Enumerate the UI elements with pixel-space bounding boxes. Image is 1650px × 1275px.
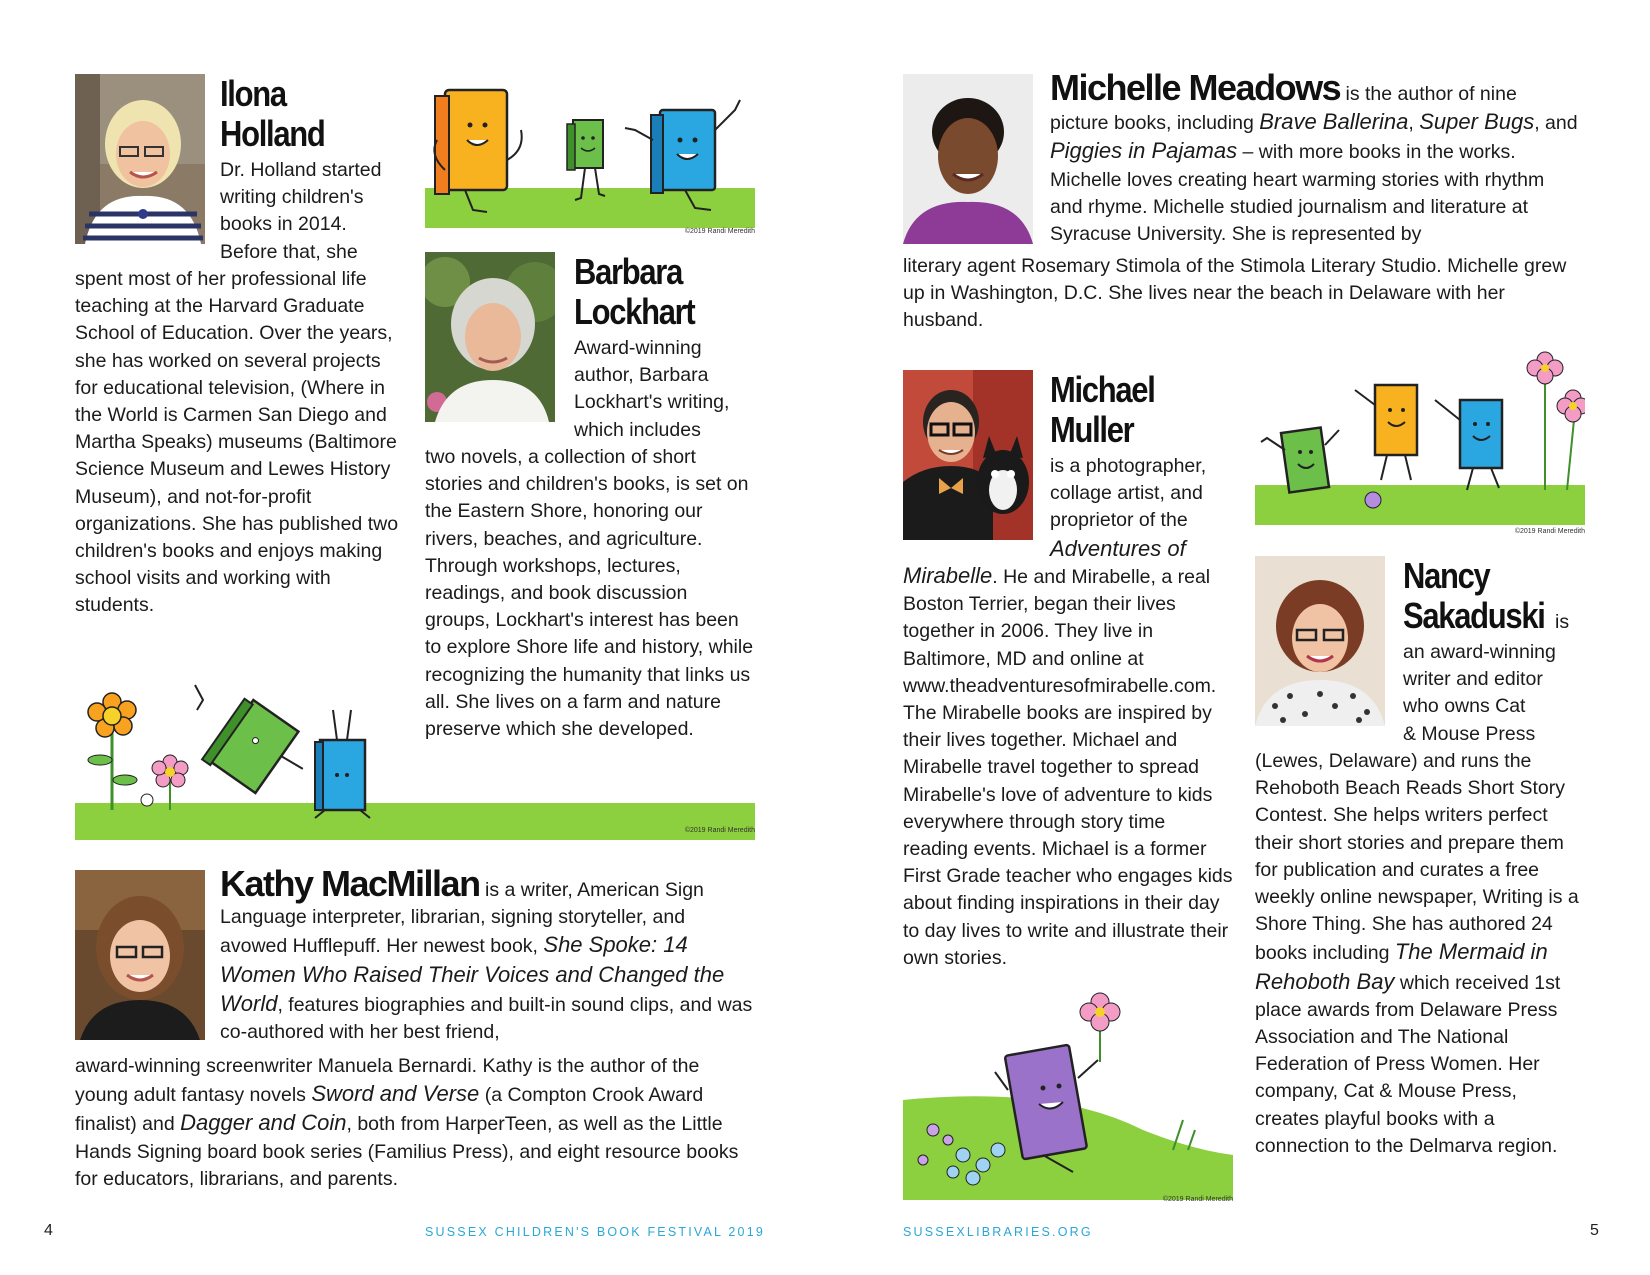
bio-nancy-sakaduski-side: an award-winning writer and editor who owns Cat & Mouse Press bbox=[1403, 641, 1556, 745]
book-title: Super Bugs bbox=[1419, 109, 1535, 135]
tumbling-green-book-character bbox=[202, 695, 319, 809]
bio-kathy-macmillan: Kathy MacMillan is a writer, American Sign Language interpreter, librarian, signing storyteller, and avowed Hufflepuff. Her newest book, She Spoke: 14 Women Who Raised Their Voices and Changed the World, features biographies and built-in sound clips, and was co-authored with her best friend, bbox=[220, 863, 753, 1044]
flower-orange bbox=[88, 693, 137, 810]
photo-barbara-lockhart bbox=[425, 252, 555, 422]
orange-book-character bbox=[1355, 385, 1417, 480]
illustration-books-flowers bbox=[1255, 350, 1585, 540]
bio-ilona-holland-side: Dr. Holland started writing children's books in 2014. Before that, she bbox=[220, 159, 382, 263]
illustration-flowers-books bbox=[75, 670, 755, 845]
book-title: Sword and Verse bbox=[311, 1081, 480, 1107]
bio-kathy-macmillan-cont: award-winning screenwriter Manuela Bernardi. Kathy is the author of the young adult fantasy novels Sword and Verse (a Compton Crook Award finalist) and Dagger and Coin, both from HarperTeen, as well as the Little Hands Signing board book series (Familius Press), and eight resource books for educators, librarians, and parents. bbox=[75, 1055, 739, 1190]
flower-pink bbox=[141, 755, 188, 810]
name-last: Sakaduski bbox=[1403, 595, 1545, 636]
upside-down-blue-book-character bbox=[315, 710, 370, 818]
footer-festival: SUSSEX CHILDREN'S BOOK FESTIVAL 2019 bbox=[425, 1225, 766, 1239]
illustration-dancing-books bbox=[425, 70, 755, 235]
book-title: The Mermaid in Rehoboth Bay bbox=[1255, 939, 1548, 994]
illustration-credit: ©2019 Randi Meredith bbox=[1514, 528, 1585, 535]
photo-michelle-meadows bbox=[903, 74, 1033, 244]
bio-michelle-meadows: Michelle Meadows is the author of nine picture books, including Brave Ballerina, Super Bugs, and Piggies in Pajamas – with more books in the works. Michelle loves creating heart warming stories with rhythm and rhyme. Michelle studied journalism and literature at Syracuse University. She is represented by bbox=[1050, 67, 1578, 246]
name-barbara-lockhart bbox=[574, 252, 714, 332]
book-title: Brave Ballerina bbox=[1259, 109, 1409, 135]
footer-website[interactable]: SUSSEXLIBRARIES.ORG bbox=[903, 1225, 1093, 1239]
book-title: She Spoke: 14 Women Who Raised Their Voices and Changed the World bbox=[220, 932, 725, 1016]
name-last: Muller bbox=[1050, 409, 1134, 450]
name-first: Michael bbox=[1050, 369, 1155, 410]
illustration-credit: ©2019 Randi Meredith bbox=[684, 228, 755, 235]
flower-pink bbox=[1080, 993, 1120, 1062]
bio-nancy-sakaduski: (Lewes, Delaware) and runs the Rehoboth Beach Reads Short Story Contest. She helps writers perfect their short stories and prepare them for publication and curates a free weekly online newspaper, Writing is a Shore Thing. She has authored 24 books including The Mermaid in Rehoboth Bay which received 1st place awards from Delaware Press Association and The National Federation of Press Women. Her company, Cat & Mouse Press, creates playful books with a connection to the Delmarva region. bbox=[1255, 750, 1579, 1157]
name-last: Holland bbox=[220, 113, 325, 154]
bio-barbara-lockhart-side: Award-winning author, Barbara Lockhart's writing, which includes bbox=[574, 337, 730, 441]
bio-michael-muller: Mirabelle. He and Mirabelle, a real Boston Terrier, began their lives together in 2006. They live in Baltimore, MD and online at www.theadventuresofmirabelle.com. The Mirabelle books are inspired by their lives together. Michael and Mirabelle travel together to spread Mirabelle's love of adventure to kids everywhere through story time reading events. Michael is a former First Grade teacher who engages kids about finding inspirations in their day to day lives to write and illustrate their own stories. bbox=[903, 563, 1233, 969]
name-kathy-macmillan: Kathy MacMillan bbox=[220, 863, 480, 904]
bio-barbara-lockhart: two novels, a collection of short stories and children's books, is set on the Eastern Shore, honoring our rivers, beaches, and agriculture. Through workshops, lectures, readings, and book discussion groups, Lockhart's interest has been to explore Shore life and history, while recognizing the humanity that links us all. She lives on a farm and nature preserve which she developed. bbox=[425, 446, 754, 741]
name-first: Ilona bbox=[220, 73, 286, 114]
illustration-credit: ©2019 Randi Meredith bbox=[684, 827, 755, 834]
book-title: Dagger and Coin bbox=[180, 1110, 347, 1136]
green-book-character bbox=[1261, 428, 1339, 493]
photo-kathy-macmillan bbox=[75, 870, 205, 1040]
photo-nancy-sakaduski bbox=[1255, 556, 1385, 726]
bio-ilona-holland: spent most of her professional life teaching at the Harvard Graduate School of Education. Over the years, she has worked on several projects for educational television, (Where in the World is Carmen San Diego and Martha Speaks) museums (Baltimore Science Museum and Lewes History Museum), and not-for-profit organizations. She has published two children's books and enjoys making school visits and working with students. bbox=[75, 268, 399, 617]
name-nancy-sakaduski: Nancy Sakaduski is bbox=[1403, 555, 1570, 636]
book-title: Piggies in Pajamas bbox=[1050, 138, 1238, 164]
bio-michelle-meadows-cont: literary agent Rosemary Stimola of the Stimola Literary Studio. Michelle grew up in Washington, D.C. She lives near the beach in Delaware with her husband. bbox=[903, 255, 1567, 332]
name-first: Barbara bbox=[574, 251, 682, 292]
photo-ilona-holland bbox=[75, 74, 205, 244]
book-title: Adventures of bbox=[1050, 535, 1186, 561]
page-number-right: 5 bbox=[1590, 1222, 1599, 1239]
book-title: Mirabelle bbox=[903, 563, 993, 588]
photo-michael-muller bbox=[903, 370, 1033, 540]
bio-michael-muller-side: is a photographer, collage artist, and proprietor of the Adventures of bbox=[1050, 453, 1240, 562]
page-number-left: 4 bbox=[44, 1222, 53, 1239]
name-first: Nancy bbox=[1403, 555, 1490, 596]
name-michael-muller bbox=[1050, 370, 1172, 450]
name-last: Lockhart bbox=[574, 291, 695, 332]
illustration-purple-book bbox=[903, 990, 1233, 1210]
name-ilona-holland bbox=[220, 74, 342, 154]
illustration-credit: ©2019 Randi Meredith bbox=[1162, 1196, 1233, 1203]
blue-book-character bbox=[1435, 400, 1502, 490]
name-michelle-meadows: Michelle Meadows bbox=[1050, 67, 1341, 108]
